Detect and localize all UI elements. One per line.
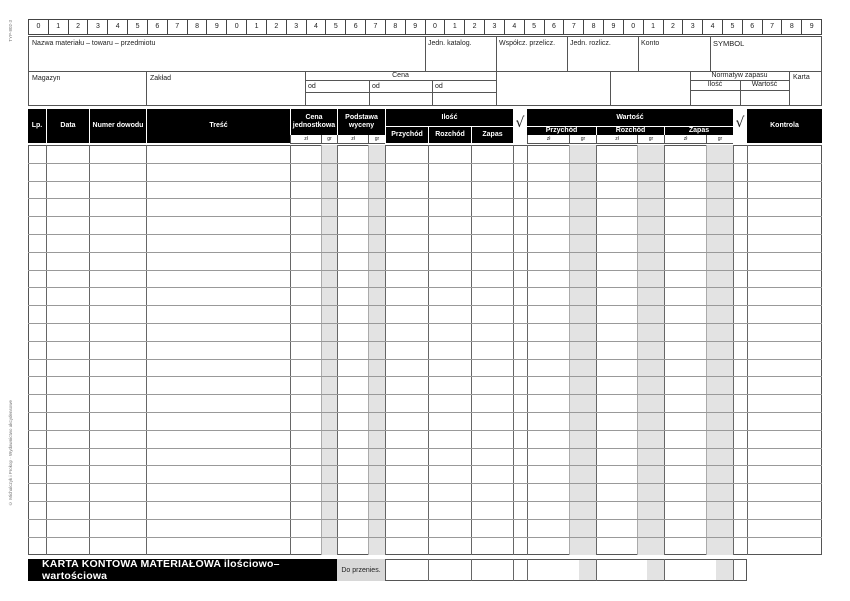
digit-cell: 1 <box>247 20 267 34</box>
check-mark-icon: √ <box>735 115 745 131</box>
column-divider <box>513 559 514 581</box>
col-quantity-header: Ilość <box>385 109 513 126</box>
digit-cell: 7 <box>564 20 584 34</box>
column-divider <box>733 145 734 555</box>
digit-cell: 8 <box>782 20 802 34</box>
symbol-label: SYMBOL <box>713 39 745 48</box>
gr-label: gr <box>368 135 385 144</box>
column-divider <box>637 145 638 555</box>
zl-label: zł <box>290 135 321 144</box>
row-divider <box>28 252 822 253</box>
row-divider <box>28 412 822 413</box>
column-divider <box>46 145 47 555</box>
grosz-column-shade <box>647 560 664 580</box>
material-name-label: Nazwa materiału – towaru – przedmiotu <box>32 40 156 47</box>
conversion-label: Współcz. przelicz. <box>499 40 556 47</box>
column-divider <box>664 559 665 581</box>
price-from-1: od <box>308 83 316 90</box>
qty-expense-header: Rozchód <box>428 126 471 143</box>
digit-cell: 2 <box>69 20 89 34</box>
row-divider <box>28 394 822 395</box>
digit-cell: 0 <box>227 20 247 34</box>
grosz-column-shade <box>369 145 385 555</box>
value-income-header: Przychód <box>527 126 596 135</box>
digit-cell: 4 <box>505 20 525 34</box>
value-stock-header: Zapas <box>664 126 733 135</box>
digit-cell: 9 <box>604 20 624 34</box>
digit-cell: 1 <box>49 20 69 34</box>
digit-cell: 9 <box>809 23 814 30</box>
row-divider <box>28 234 822 235</box>
digit-cell: 7 <box>168 20 188 34</box>
row-divider <box>28 376 822 377</box>
row-divider <box>28 287 822 288</box>
column-divider <box>569 145 570 555</box>
row-divider <box>28 465 822 466</box>
account-label: Konto <box>641 40 660 47</box>
column-divider <box>89 145 90 555</box>
column-divider <box>471 145 472 555</box>
col-lp-header: Lp. <box>28 109 46 143</box>
column-divider <box>337 145 338 555</box>
digit-cell: 0 <box>624 20 644 34</box>
zl-label: zł <box>596 135 637 144</box>
norm-qty-label: Ilość <box>707 81 723 88</box>
row-divider <box>28 181 822 182</box>
digit-cell: 7 <box>763 20 783 34</box>
carry-forward-label: Do przenies. <box>337 559 385 581</box>
column-divider <box>513 145 514 555</box>
price-from-2: od <box>372 83 380 90</box>
form-title: KARTA KONTOWA MATERIAŁOWA ilościowo–wartościowa <box>28 559 337 581</box>
digit-cell: 3 <box>683 20 703 34</box>
zl-label: zł <box>664 135 706 144</box>
digit-cell: 2 <box>267 20 287 34</box>
digit-cell: 1 <box>644 20 664 34</box>
row-divider <box>28 198 822 199</box>
col-content-header: Treść <box>146 109 290 143</box>
qty-income-header: Przychód <box>385 126 428 143</box>
carry-forward-row <box>385 559 747 581</box>
digit-strip <box>28 19 822 35</box>
grosz-column-shade <box>638 145 664 555</box>
col-unit-price-header: Cena jednostkowa <box>290 109 337 135</box>
column-divider <box>527 559 528 581</box>
digit-cell: 5 <box>525 20 545 34</box>
column-divider <box>596 145 597 555</box>
col-docno-header: Numer dowodu <box>89 109 146 143</box>
column-divider <box>368 145 369 555</box>
grosz-column-shade <box>579 560 596 580</box>
digit-cell: 0 <box>29 20 49 34</box>
digit-cell: 9 <box>406 20 426 34</box>
row-divider <box>28 537 822 538</box>
grosz-column-shade <box>570 145 596 555</box>
digit-cell: 4 <box>703 20 723 34</box>
column-divider <box>706 145 707 555</box>
row-divider <box>28 163 822 164</box>
row-divider <box>28 519 822 520</box>
digit-cell: 5 <box>326 20 346 34</box>
digit-cell: 8 <box>584 20 604 34</box>
zl-label: zł <box>527 135 569 144</box>
digit-cell: 4 <box>307 20 327 34</box>
digit-cell: 7 <box>366 20 386 34</box>
publisher-imprint: © Michalczyk i Prokop · Wydawnictwo akcydensowe <box>8 400 13 506</box>
warehouse-label: Magazyn <box>32 75 61 82</box>
digit-cell: 6 <box>545 20 565 34</box>
row-divider <box>28 323 822 324</box>
digit-cell: 6 <box>148 20 168 34</box>
card-label: Karta <box>793 74 810 81</box>
gr-label: gr <box>637 135 664 144</box>
digit-cell: 5 <box>128 20 148 34</box>
norm-value-label: Wartość <box>751 81 778 88</box>
column-divider <box>527 145 528 555</box>
row-divider <box>28 501 822 502</box>
col-date-header: Data <box>46 109 89 143</box>
column-divider <box>747 145 748 555</box>
digit-cell: 2 <box>465 20 485 34</box>
digit-cell: 0 <box>426 20 446 34</box>
unit-settle-label: Jedn. rozlicz. <box>570 40 611 47</box>
column-divider <box>733 559 734 581</box>
unit-catalog-label: Jedn. katalog. <box>428 40 472 47</box>
column-divider <box>385 145 386 555</box>
value-expense-header: Rozchód <box>596 126 664 135</box>
digit-cell: 1 <box>445 20 465 34</box>
col-value-header: Wartość <box>527 109 733 126</box>
digit-cell: 2 <box>664 20 684 34</box>
digit-cell: 9 <box>207 20 227 34</box>
price-label: Cena <box>392 72 409 79</box>
row-divider <box>28 359 822 360</box>
column-divider <box>596 559 597 581</box>
grosz-column-shade <box>716 560 733 580</box>
row-divider <box>28 270 822 271</box>
digit-cell: 8 <box>188 20 208 34</box>
row-divider <box>28 430 822 431</box>
gr-label: gr <box>321 135 337 144</box>
digit-cell: 3 <box>287 20 307 34</box>
digit-cell: 8 <box>386 20 406 34</box>
column-divider <box>471 559 472 581</box>
row-divider <box>28 305 822 306</box>
check-mark-icon: √ <box>515 115 525 131</box>
digit-cell: 3 <box>485 20 505 34</box>
entries-table-body <box>28 145 822 555</box>
row-divider <box>28 483 822 484</box>
column-divider <box>321 145 322 555</box>
digit-cell: 5 <box>723 20 743 34</box>
grosz-column-shade <box>707 145 733 555</box>
row-divider <box>28 448 822 449</box>
column-divider <box>428 145 429 555</box>
price-from-3: od <box>435 83 443 90</box>
digit-cell: 3 <box>88 20 108 34</box>
row-divider <box>28 341 822 342</box>
column-divider <box>290 145 291 555</box>
plant-label: Zakład <box>150 75 172 82</box>
digit-cell: 4 <box>108 20 128 34</box>
column-divider <box>146 145 147 555</box>
column-divider <box>428 559 429 581</box>
col-valuation-header: Podstawa wyceny <box>337 109 385 135</box>
grosz-column-shade <box>322 145 337 555</box>
col-control-header: Kontrola <box>747 109 822 143</box>
form-code: TYP-802-3 <box>8 20 13 42</box>
row-divider <box>28 216 822 217</box>
zl-label: zł <box>337 135 368 144</box>
column-divider <box>664 145 665 555</box>
stock-norm-label: Normatyw zapasu <box>711 72 768 79</box>
gr-label: gr <box>706 135 733 144</box>
gr-label: gr <box>569 135 596 144</box>
digit-cell: 6 <box>346 20 366 34</box>
qty-stock-header: Zapas <box>471 126 513 143</box>
digit-cell: 6 <box>743 20 763 34</box>
